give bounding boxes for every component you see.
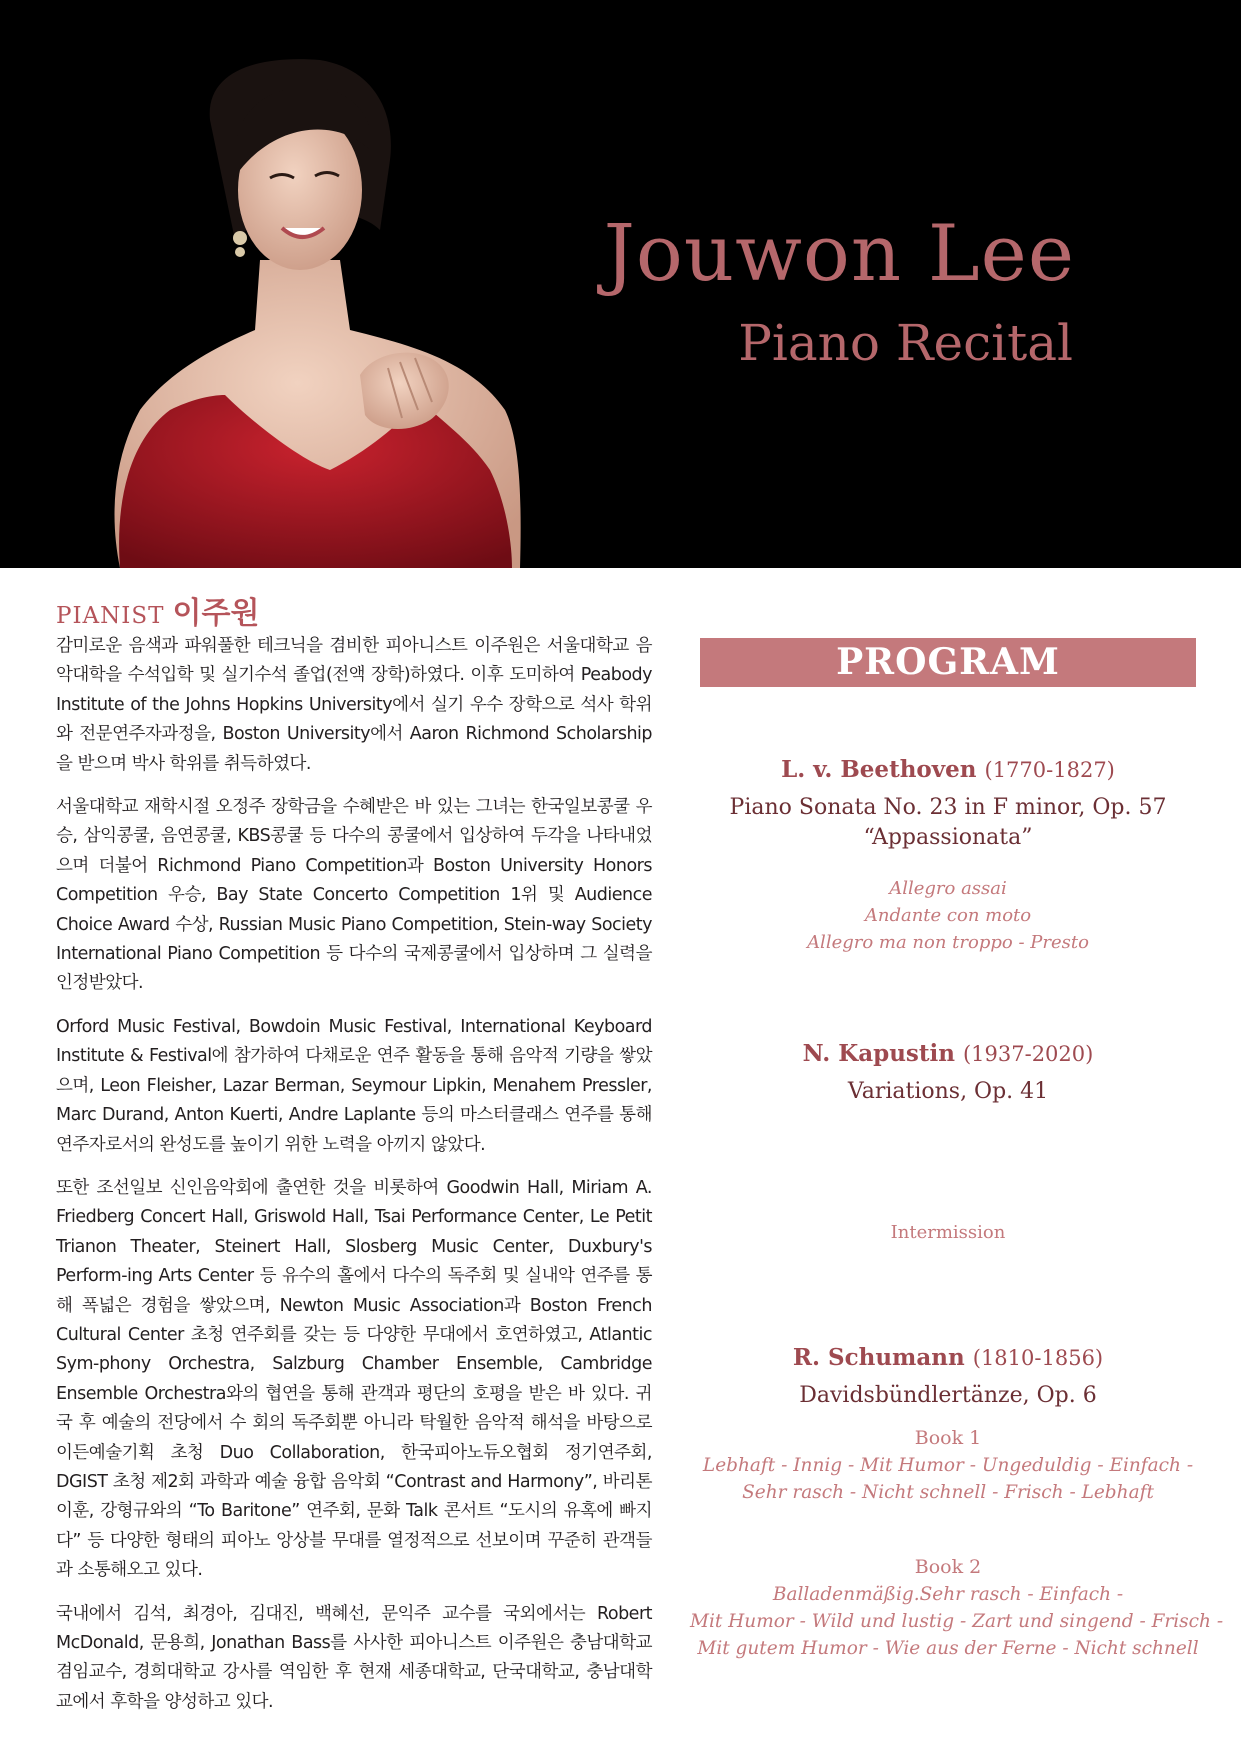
composer-years: (1810-1856) (972, 1346, 1104, 1370)
movement-line: Mit gutem Humor - Wie aus der Ferne - Nicht schnell (697, 1638, 1199, 1659)
bio-paragraph: Orford Music Festival, Bowdoin Music Festival, International Keyboard Institute & Festival에 참가하여 다채로운 연주 활동을 통해 음악적 기량을 쌓았으며, Leon Fleisher, Lazar Berman, Seymour Lipkin, Menahem Pressler, Marc Durand, Anton Kuerti, Andre Laplante 등의 마스터클래스 연주를 통해 연주자로서의 완성도를 높이기 위한 노력을 아끼지 않았다. (56, 1016, 652, 1155)
book-movements (690, 1581, 1224, 1662)
biography (56, 632, 652, 1731)
book-label: Book 1 (914, 1427, 982, 1449)
bio-paragraph: 서울대학교 재학시절 오정주 장학금을 수혜받은 바 있는 그녀는 한국일보콩쿨 우승, 삼익콩쿨, 음연콩쿨, KBS콩쿨 등 다수의 콩쿨에서 입상하여 두각을 나타내었으며 더불어 Richmond Piano Competition과 Boston University Honors Competition 우승, Bay State Concerto Competition 1위 및 Audience Choice Award 수상, Russian Music Piano Competition, Stein-way Society International Piano Competition 등 다수의 국제콩쿨에서 입상하며 그 실력을 인정받았다. (56, 797, 652, 994)
work-title-line: Piano Sonata No. 23 in F minor, Op. 57 (729, 795, 1167, 820)
work-title: Variations, Op. 41 (847, 1079, 1049, 1104)
bio-heading (56, 588, 259, 632)
composer-years: (1770-1827) (984, 758, 1115, 782)
recital-title-name: Jouwon Lee (603, 209, 1075, 299)
bio-paragraph: 국내에서 김석, 최경아, 김대진, 백혜선, 문익주 교수를 국외에서는 Robert McDonald, 문용희, Jonathan Bass를 사사한 피아니스트 이주원은 충남대학교 겸임교수, 경희대학교 강사를 역임한 후 현재 세종대학교, 단국대학교, 충남대학교에서 후학을 양성하고 있다. (56, 1603, 652, 1712)
composer-name (690, 756, 1206, 783)
movement-list (690, 875, 1206, 956)
program-item-kapustin (690, 1040, 1206, 1107)
intermission: Intermission (890, 1222, 1006, 1243)
bio-paragraph: 또한 조선일보 신인음악회에 출연한 것을 비롯하여 Goodwin Hall, Miriam A. Friedberg Concert Hall, Griswold Hall, Tsai Performance Center, Le Petit Trianon Theater, Steinert Hall, Slosberg Music Center, Duxbury's Perform-ing Arts Center 등 유수의 홀에서 다수의 독주회 및 실내악 연주를 통해 폭넓은 경험을 쌓았으며, Newton Music Association과 Boston French Cultural Center 초청 연주회를 갖는 등 다양한 무대에서 호연하였고, Atlantic Sym-phony Orchestra, Salzburg Chamber Ensemble, Cambridge Ensemble Orchestra와의 협연을 통해 관객과 평단의 호평을 받은 바 있다. 귀국 후 예술의 전당에서 수 회의 독주회뿐 아니라 탁월한 음악적 해석을 바탕으로 이든예술기획 초청 Duo Collaboration, 한국피아노듀오협회 정기연주회, DGIST 초청 제2회 과학과 예술 융합 음악회 “Contrast and Harmony”, 바리톤 이훈, 강형규와의 “To Baritone” 연주회, 문화 Talk 콘서트 “도시의 유혹에 빠지다” 등 다양한 형태의 피아노 앙상블 무대를 열정적으로 선보이며 꾸준히 관객들과 소통해오고 있다. (56, 1177, 652, 1581)
program-item-beethoven (690, 756, 1206, 956)
header-banner (0, 0, 1241, 568)
movement: Allegro ma non troppo - Presto (807, 932, 1089, 953)
program-heading: PROGRAM (700, 638, 1196, 687)
pianist-portrait (0, 0, 620, 568)
work-title (690, 793, 1206, 853)
bio-name-korean: 이주원 (172, 596, 260, 631)
composer-years: (1937-2020) (962, 1042, 1094, 1066)
movement: Andante con moto (864, 905, 1032, 926)
composer-schumann: R. Schumann (792, 1344, 965, 1371)
composer-name (690, 1040, 1206, 1067)
movement-line: Sehr rasch - Nicht schnell - Frisch - Lebhaft (742, 1482, 1154, 1503)
movement: Allegro assai (889, 878, 1007, 899)
movement-line: Mit Humor - Wild und lustig - Zart und singend - Frisch - (690, 1611, 1224, 1632)
composer-kapustin: N. Kapustin (802, 1040, 955, 1067)
bio-paragraph: 감미로운 음색과 파워풀한 테크닉을 겸비한 피아니스트 이주원은 서울대학교 음악대학을 수석입학 및 실기수석 졸업(전액 장학)하였다. 이후 도미하여 Peabody Institute of the Johns Hopkins University에서 실기 우수 장학으로 석사 학위와 전문연주자과정을, Boston University에서 Aaron Richmond Scholarship을 받으며 박사 학위를 취득하였다. (56, 636, 652, 774)
composer-beethoven: L. v. Beethoven (781, 756, 977, 783)
book-movements (690, 1452, 1206, 1506)
book-label: Book 2 (914, 1556, 982, 1578)
movement-line: Balladenmäßig.Sehr rasch - Einfach - (772, 1584, 1124, 1605)
composer-name (690, 1344, 1206, 1371)
work-title: Davidsbündlertänze, Op. 6 (799, 1383, 1097, 1408)
recital-subtitle: Piano Recital (738, 314, 1073, 372)
work-subtitle: “Appassionata” (863, 825, 1033, 850)
movement-line: Lebhaft - Innig - Mit Humor - Ungeduldig - Einfach - (702, 1455, 1194, 1476)
program-item-schumann (690, 1344, 1224, 1662)
bio-kicker: PIANIST (56, 603, 165, 629)
